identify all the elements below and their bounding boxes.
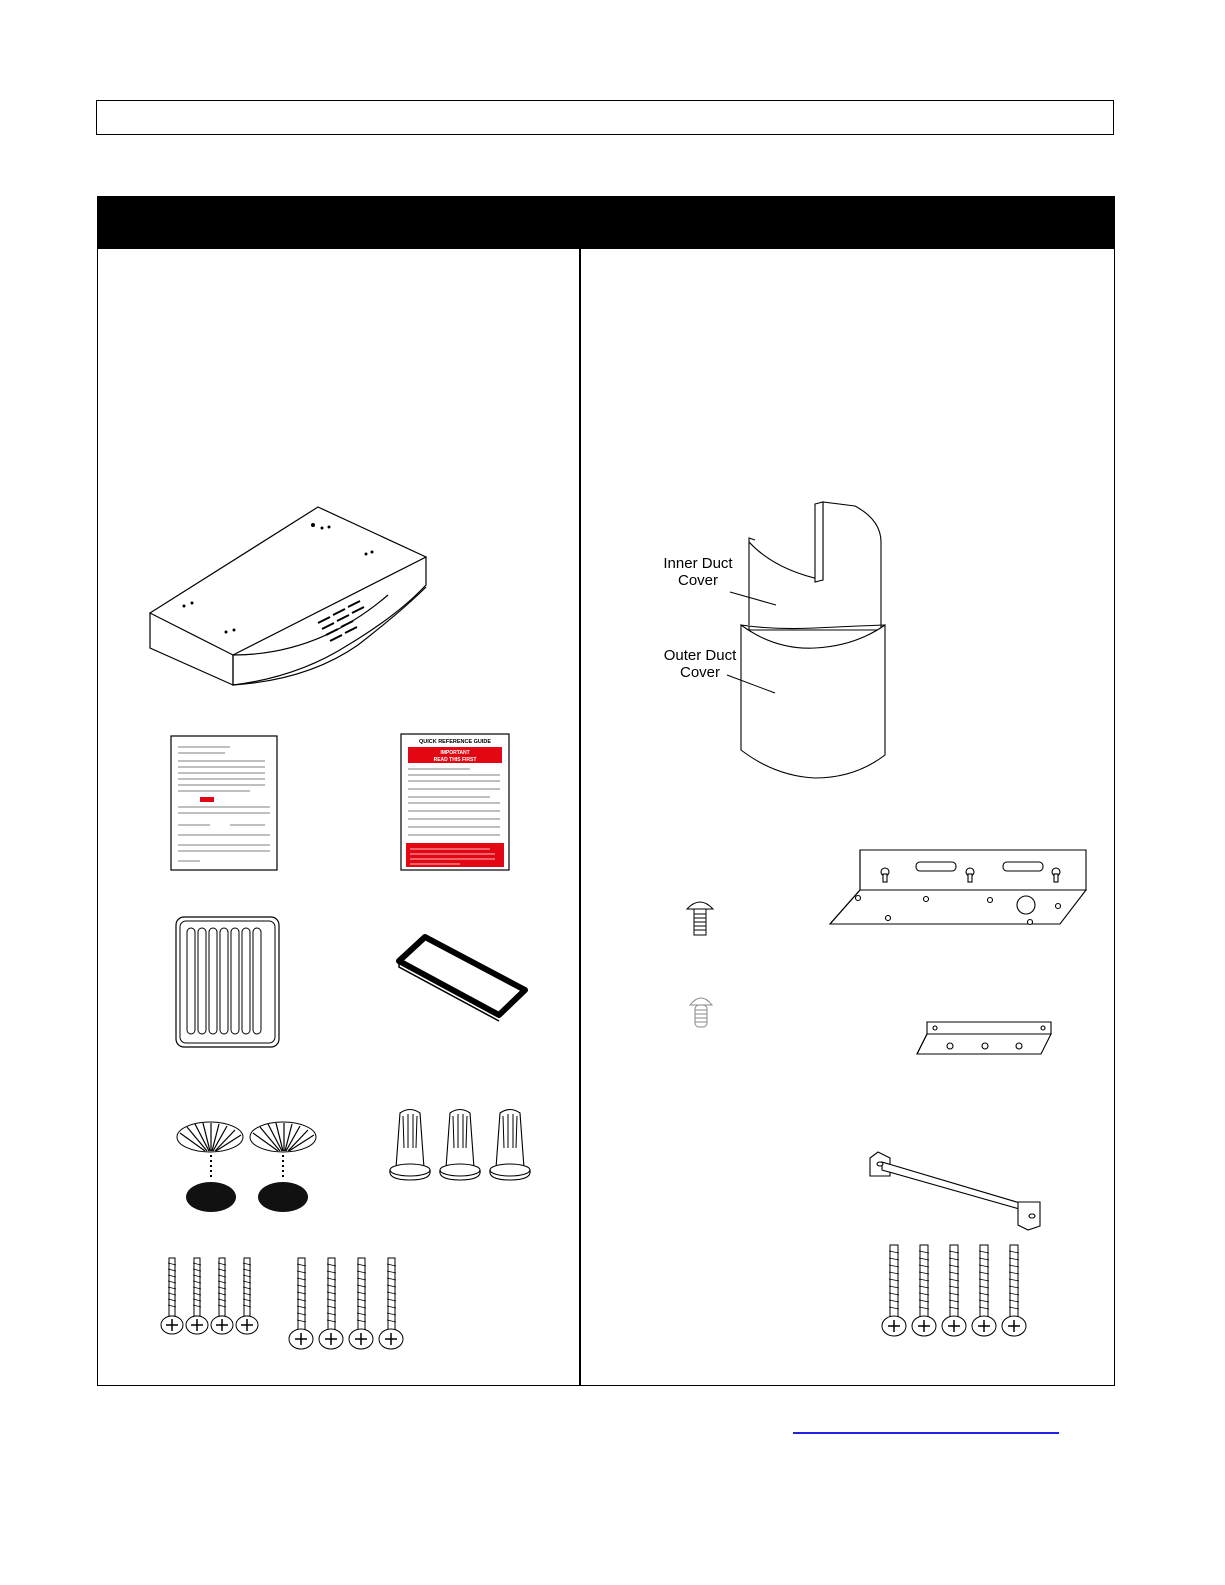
quick-guide-read-first: READ THIS FIRST (433, 757, 477, 763)
quick-guide-important: IMPORTANT (440, 750, 470, 756)
rectangular-frame-icon (397, 935, 527, 1017)
outer-duct-leader-line (725, 673, 777, 698)
grease-filter-icon (175, 916, 280, 1048)
mounting-bracket-icon (828, 848, 1090, 928)
inner-duct-cover-label: Inner Duct Cover (663, 555, 733, 589)
title-bar (96, 100, 1114, 135)
machine-screw-icon (688, 993, 714, 1031)
right-column-header (580, 197, 1114, 249)
outer-duct-cover-label: Outer Duct Cover (663, 647, 737, 681)
footer-link[interactable] (793, 1417, 1059, 1433)
quick-guide-heading: QUICK REFERENCE GUIDE (418, 739, 492, 745)
range-hood-icon (148, 505, 438, 690)
wall-screws-icon (880, 1243, 1030, 1338)
footer-link-underline (793, 1432, 1059, 1434)
bar-bracket-icon (868, 1150, 1043, 1232)
short-screws-icon (160, 1255, 260, 1337)
column-divider (579, 197, 581, 1385)
left-column-header (98, 197, 579, 249)
small-bracket-icon (915, 1020, 1055, 1058)
bulb-cover-icon (175, 1113, 320, 1218)
machine-screw-icon (685, 897, 715, 939)
warranty-card-icon (170, 735, 278, 871)
wire-nut-icon (388, 1108, 533, 1183)
quick-reference-guide-icon (400, 733, 510, 871)
inner-duct-leader-line (728, 590, 778, 610)
long-screws-icon (288, 1256, 406, 1351)
duct-cover-icon (735, 500, 895, 785)
